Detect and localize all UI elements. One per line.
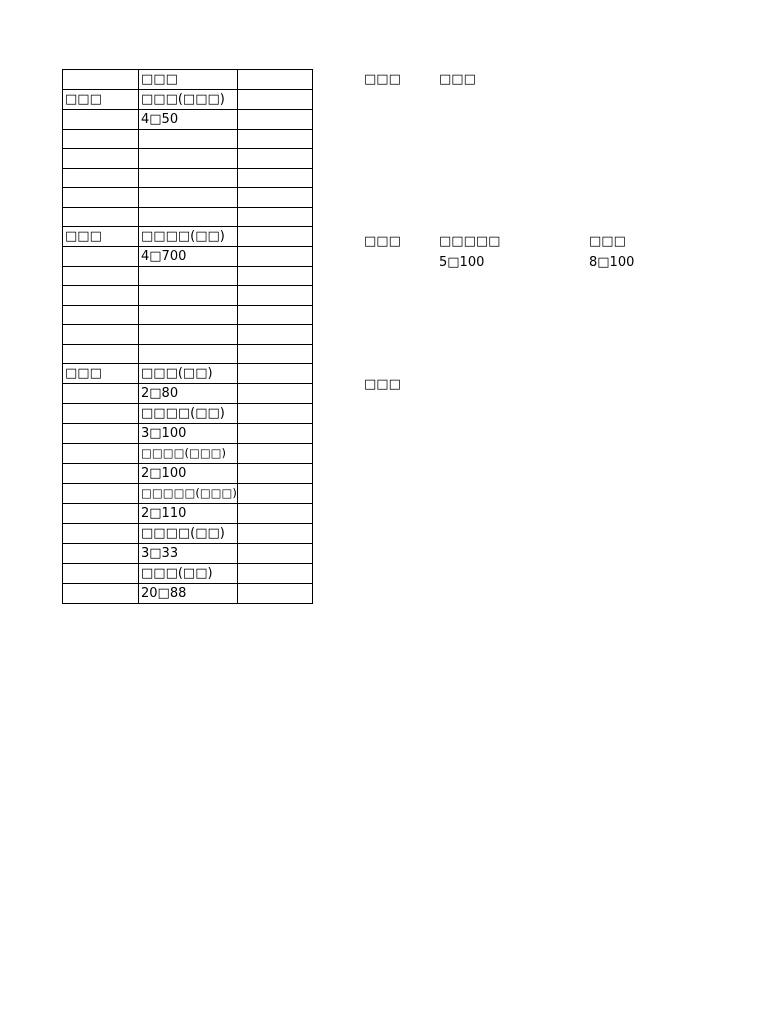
table-cell[interactable]	[139, 344, 238, 363]
table-cell[interactable]: □□□	[139, 70, 238, 90]
table-cell[interactable]	[237, 90, 312, 110]
table-cell[interactable]	[63, 503, 139, 523]
table-cell[interactable]	[63, 325, 139, 344]
table-cell[interactable]	[63, 403, 139, 423]
table-cell[interactable]	[139, 207, 238, 226]
table-cell[interactable]	[237, 149, 312, 168]
table-row	[63, 168, 313, 187]
table-cell[interactable]: □□□□(□□)	[139, 403, 238, 423]
table-cell[interactable]: □□□□□(□□□)	[139, 483, 238, 503]
table-cell[interactable]	[237, 286, 312, 305]
table-cell[interactable]	[237, 363, 312, 383]
table-cell[interactable]	[237, 168, 312, 187]
table-cell[interactable]	[237, 246, 312, 266]
table-cell[interactable]: □□□	[63, 90, 139, 110]
table-cell[interactable]	[237, 188, 312, 207]
table-row	[63, 463, 313, 483]
table-cell[interactable]	[63, 563, 139, 583]
side-col1-title: □□□□□	[439, 234, 501, 249]
table-cell[interactable]	[63, 443, 139, 463]
side-col2-title: □□□	[589, 234, 626, 249]
table-cell[interactable]	[63, 207, 139, 226]
table-row	[63, 188, 313, 207]
table-cell[interactable]	[237, 305, 312, 324]
side-col1-value: 5□100	[439, 255, 485, 270]
table-row	[63, 344, 313, 363]
table-row	[63, 325, 313, 344]
table-cell[interactable]: □□□	[63, 226, 139, 246]
table-cell[interactable]: □□□	[63, 363, 139, 383]
table-row	[63, 423, 313, 443]
table-row	[63, 305, 313, 324]
table-row	[63, 226, 313, 246]
table-row	[63, 523, 313, 543]
side-col2-value: 8□100	[589, 255, 635, 270]
table-cell[interactable]: □□□□(□□)	[139, 523, 238, 543]
table-cell[interactable]	[63, 168, 139, 187]
table-cell[interactable]	[63, 523, 139, 543]
table-row	[63, 286, 313, 305]
table-cell[interactable]	[63, 70, 139, 90]
table-cell[interactable]	[63, 266, 139, 285]
table-cell[interactable]	[237, 563, 312, 583]
table-row	[63, 130, 313, 149]
table-cell[interactable]	[237, 483, 312, 503]
table-cell[interactable]	[63, 188, 139, 207]
table-cell[interactable]	[63, 149, 139, 168]
table-cell[interactable]	[237, 443, 312, 463]
table-row	[63, 149, 313, 168]
table-row	[63, 543, 313, 563]
table-cell[interactable]	[237, 523, 312, 543]
table-cell[interactable]: □□□□(□□□)	[139, 443, 238, 463]
table-cell[interactable]	[237, 110, 312, 130]
table-cell[interactable]: 2□110	[139, 503, 238, 523]
table-row	[63, 403, 313, 423]
table-row	[63, 583, 313, 603]
table-cell[interactable]	[237, 583, 312, 603]
table-cell[interactable]	[63, 286, 139, 305]
table-cell[interactable]	[63, 583, 139, 603]
table-cell[interactable]	[63, 344, 139, 363]
table-row	[63, 246, 313, 266]
spreadsheet-body	[63, 70, 313, 604]
table-row	[63, 363, 313, 383]
table-cell[interactable]	[237, 423, 312, 443]
spreadsheet-table	[62, 69, 313, 604]
table-cell[interactable]: 2□80	[139, 383, 238, 403]
table-cell[interactable]	[237, 325, 312, 344]
table-cell[interactable]: 3□33	[139, 543, 238, 563]
table-cell[interactable]	[237, 344, 312, 363]
side-label-1: □□□	[364, 72, 401, 87]
table-cell[interactable]	[237, 266, 312, 285]
table-cell[interactable]: □□□(□□□)	[139, 90, 238, 110]
table-row	[63, 503, 313, 523]
table-cell[interactable]	[237, 130, 312, 149]
table-cell[interactable]	[63, 246, 139, 266]
table-cell[interactable]	[237, 207, 312, 226]
table-cell[interactable]	[63, 130, 139, 149]
table-cell[interactable]	[63, 305, 139, 324]
table-cell[interactable]	[63, 483, 139, 503]
table-cell[interactable]: 2□100	[139, 463, 238, 483]
table-cell[interactable]	[237, 463, 312, 483]
table-row	[63, 483, 313, 503]
table-cell[interactable]: □□□(□□)	[139, 363, 238, 383]
table-cell[interactable]	[237, 403, 312, 423]
table-row	[63, 110, 313, 130]
side-value-1: □□□	[439, 72, 476, 87]
table-cell[interactable]	[139, 188, 238, 207]
table-cell[interactable]	[139, 266, 238, 285]
table-row	[63, 70, 313, 90]
table-cell[interactable]: 4□50	[139, 110, 238, 130]
table-cell[interactable]	[139, 168, 238, 187]
table-cell[interactable]	[139, 286, 238, 305]
table-cell[interactable]	[63, 543, 139, 563]
table-row	[63, 90, 313, 110]
table-row	[63, 207, 313, 226]
table-cell[interactable]: □□□(□□)	[139, 563, 238, 583]
table-cell[interactable]	[237, 543, 312, 563]
table-cell[interactable]	[63, 423, 139, 443]
side-label-3: □□□	[364, 377, 401, 392]
table-row	[63, 443, 313, 463]
table-cell[interactable]	[63, 110, 139, 130]
table-cell[interactable]	[237, 226, 312, 246]
table-cell[interactable]	[139, 149, 238, 168]
table-cell[interactable]	[63, 383, 139, 403]
table-cell[interactable]	[237, 70, 312, 90]
table-cell[interactable]	[139, 130, 238, 149]
table-cell[interactable]	[237, 383, 312, 403]
table-cell[interactable]	[139, 325, 238, 344]
side-label-2: □□□	[364, 234, 401, 249]
table-row	[63, 266, 313, 285]
table-cell[interactable]	[237, 503, 312, 523]
table-cell[interactable]: 20□88	[139, 583, 238, 603]
table-cell[interactable]: 3□100	[139, 423, 238, 443]
table-row	[63, 383, 313, 403]
table-cell[interactable]	[63, 463, 139, 483]
table-cell[interactable]: 4□700	[139, 246, 238, 266]
table-row	[63, 563, 313, 583]
table-cell[interactable]: □□□□(□□)	[139, 226, 238, 246]
table-cell[interactable]	[139, 305, 238, 324]
